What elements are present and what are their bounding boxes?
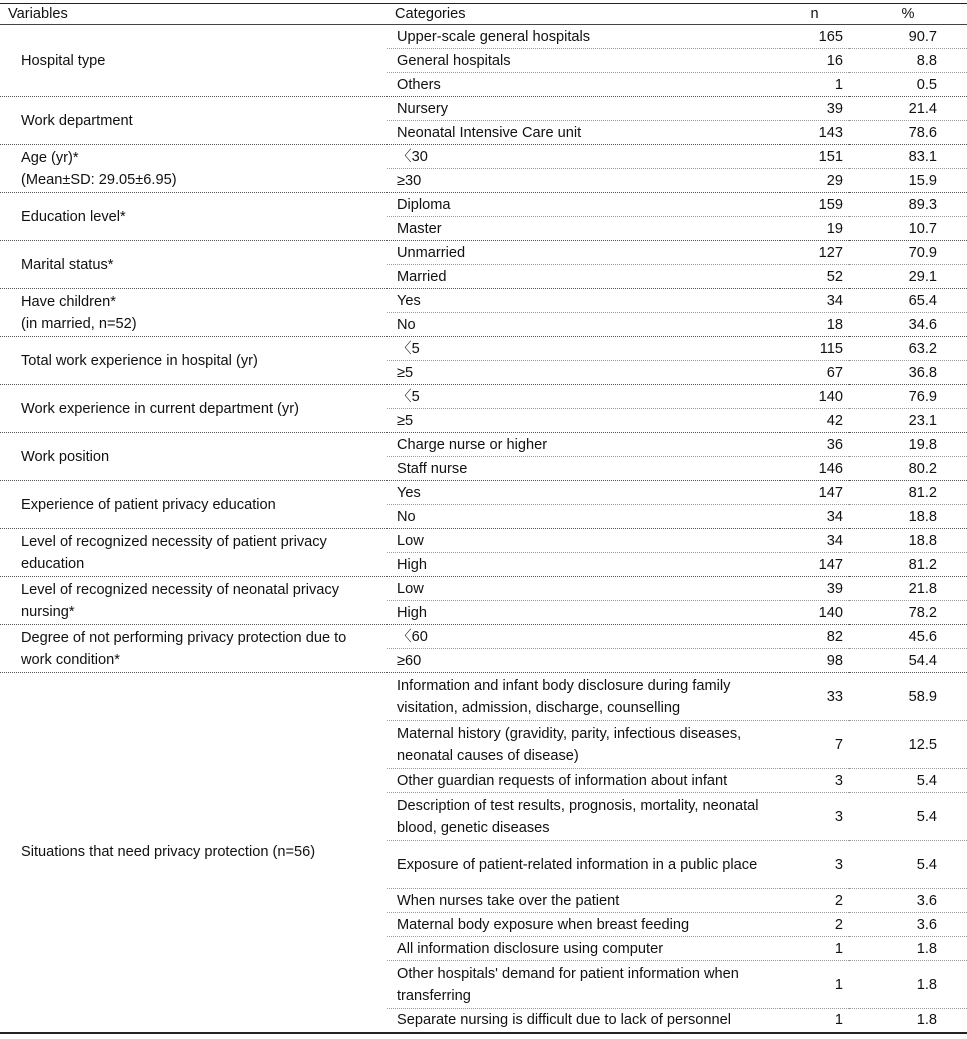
category-cell: Diploma <box>387 193 780 217</box>
count-cell: 140 <box>780 601 849 625</box>
percent-cell: 76.9 <box>849 385 967 409</box>
header-row <box>0 4 967 25</box>
category-cell: High <box>387 553 780 577</box>
table-row <box>0 577 967 601</box>
percent-cell: 45.6 <box>849 625 967 649</box>
count-cell: 52 <box>780 265 849 289</box>
count-cell: 3 <box>780 841 849 889</box>
count-cell: 3 <box>780 769 849 793</box>
category-cell: Charge nurse or higher <box>387 433 780 457</box>
category-cell: When nurses take over the patient <box>387 889 780 913</box>
variable-label: Level of recognized necessity of patient privacy education <box>0 529 387 577</box>
category-cell: Master <box>387 217 780 241</box>
category-cell: ≥5 <box>387 409 780 433</box>
count-cell: 1 <box>780 1009 849 1033</box>
percent-cell: 80.2 <box>849 457 967 481</box>
percent-cell: 63.2 <box>849 337 967 361</box>
percent-cell: 21.8 <box>849 577 967 601</box>
percent-cell: 5.4 <box>849 793 967 841</box>
count-cell: 1 <box>780 73 849 97</box>
table-row <box>0 529 967 553</box>
count-cell: 67 <box>780 361 849 385</box>
percent-cell: 3.6 <box>849 889 967 913</box>
category-cell: Separate nursing is difficult due to lack of personnel <box>387 1009 780 1033</box>
category-cell: No <box>387 313 780 337</box>
percent-cell: 54.4 <box>849 649 967 673</box>
count-cell: 127 <box>780 241 849 265</box>
category-cell: 〈5 <box>387 385 780 409</box>
category-cell: No <box>387 505 780 529</box>
percent-cell: 10.7 <box>849 217 967 241</box>
count-cell: 34 <box>780 529 849 553</box>
table-row <box>0 145 967 169</box>
count-cell: 82 <box>780 625 849 649</box>
table-row <box>0 97 967 121</box>
percent-cell: 89.3 <box>849 193 967 217</box>
count-cell: 140 <box>780 385 849 409</box>
percent-cell: 65.4 <box>849 289 967 313</box>
category-cell: Description of test results, prognosis, mortality, neonatal blood, genetic diseases <box>387 793 780 841</box>
percent-cell: 5.4 <box>849 841 967 889</box>
count-cell: 3 <box>780 793 849 841</box>
percent-cell: 83.1 <box>849 145 967 169</box>
category-cell: Other guardian requests of information about infant <box>387 769 780 793</box>
variable-label: Education level* <box>0 193 387 241</box>
percent-cell: 29.1 <box>849 265 967 289</box>
table-row <box>0 673 967 721</box>
category-cell: Other hospitals' demand for patient information when transferring <box>387 961 780 1009</box>
count-cell: 1 <box>780 937 849 961</box>
percent-cell: 81.2 <box>849 481 967 505</box>
count-cell: 34 <box>780 505 849 529</box>
count-cell: 115 <box>780 337 849 361</box>
count-cell: 159 <box>780 193 849 217</box>
category-cell: Others <box>387 73 780 97</box>
count-cell: 1 <box>780 961 849 1009</box>
category-cell: Upper-scale general hospitals <box>387 25 780 49</box>
variable-label: Work experience in current department (yr) <box>0 385 387 433</box>
table-row <box>0 289 967 313</box>
category-cell: High <box>387 601 780 625</box>
count-cell: 19 <box>780 217 849 241</box>
percent-cell: 58.9 <box>849 673 967 721</box>
percent-cell: 19.8 <box>849 433 967 457</box>
category-cell: 〈60 <box>387 625 780 649</box>
count-cell: 42 <box>780 409 849 433</box>
percent-cell: 36.8 <box>849 361 967 385</box>
category-cell: Low <box>387 577 780 601</box>
variable-label: Work department <box>0 97 387 145</box>
table-row <box>0 193 967 217</box>
table-row <box>0 385 967 409</box>
count-cell: 147 <box>780 553 849 577</box>
variable-label: Hospital type <box>0 25 387 97</box>
characteristics-table <box>0 3 967 1034</box>
header-variables: Variables <box>0 4 387 25</box>
percent-cell: 5.4 <box>849 769 967 793</box>
variable-label: Total work experience in hospital (yr) <box>0 337 387 385</box>
count-cell: 33 <box>780 673 849 721</box>
category-cell: All information disclosure using computer <box>387 937 780 961</box>
category-cell: ≥30 <box>387 169 780 193</box>
variable-label: Degree of not performing privacy protection due to work condition* <box>0 625 387 673</box>
header-percent: % <box>849 4 967 25</box>
count-cell: 2 <box>780 913 849 937</box>
percent-cell: 81.2 <box>849 553 967 577</box>
table-row <box>0 433 967 457</box>
category-cell: 〈30 <box>387 145 780 169</box>
category-cell: General hospitals <box>387 49 780 73</box>
variable-label: Have children* (in married, n=52) <box>0 289 387 337</box>
variable-label: Work position <box>0 433 387 481</box>
count-cell: 39 <box>780 577 849 601</box>
percent-cell: 1.8 <box>849 937 967 961</box>
category-cell: Information and infant body disclosure during family visitation, admission, discharge, counselling <box>387 673 780 721</box>
category-cell: Yes <box>387 289 780 313</box>
variable-label: Situations that need privacy protection (n=56) <box>0 673 387 1033</box>
category-cell: Maternal body exposure when breast feeding <box>387 913 780 937</box>
category-cell: ≥60 <box>387 649 780 673</box>
category-cell: Nursery <box>387 97 780 121</box>
count-cell: 39 <box>780 97 849 121</box>
table-body <box>0 25 967 1033</box>
count-cell: 151 <box>780 145 849 169</box>
percent-cell: 18.8 <box>849 529 967 553</box>
category-cell: 〈5 <box>387 337 780 361</box>
count-cell: 7 <box>780 721 849 769</box>
percent-cell: 34.6 <box>849 313 967 337</box>
table-row <box>0 337 967 361</box>
category-cell: ≥5 <box>387 361 780 385</box>
header-categories: Categories <box>387 4 780 25</box>
variable-label: Marital status* <box>0 241 387 289</box>
table-row <box>0 25 967 49</box>
percent-cell: 78.6 <box>849 121 967 145</box>
variable-label: Experience of patient privacy education <box>0 481 387 529</box>
category-cell: Low <box>387 529 780 553</box>
percent-cell: 8.8 <box>849 49 967 73</box>
percent-cell: 21.4 <box>849 97 967 121</box>
count-cell: 165 <box>780 25 849 49</box>
category-cell: Yes <box>387 481 780 505</box>
table-row <box>0 481 967 505</box>
percent-cell: 3.6 <box>849 913 967 937</box>
percent-cell: 1.8 <box>849 1009 967 1033</box>
count-cell: 143 <box>780 121 849 145</box>
percent-cell: 23.1 <box>849 409 967 433</box>
category-cell: Exposure of patient-related information in a public place <box>387 841 780 889</box>
count-cell: 34 <box>780 289 849 313</box>
category-cell: Neonatal Intensive Care unit <box>387 121 780 145</box>
category-cell: Unmarried <box>387 241 780 265</box>
count-cell: 36 <box>780 433 849 457</box>
count-cell: 18 <box>780 313 849 337</box>
count-cell: 2 <box>780 889 849 913</box>
percent-cell: 12.5 <box>849 721 967 769</box>
category-cell: Staff nurse <box>387 457 780 481</box>
count-cell: 146 <box>780 457 849 481</box>
percent-cell: 18.8 <box>849 505 967 529</box>
category-cell: Maternal history (gravidity, parity, infectious diseases, neonatal causes of disease) <box>387 721 780 769</box>
table-row <box>0 625 967 649</box>
count-cell: 16 <box>780 49 849 73</box>
percent-cell: 78.2 <box>849 601 967 625</box>
count-cell: 98 <box>780 649 849 673</box>
variable-label: Level of recognized necessity of neonatal privacy nursing* <box>0 577 387 625</box>
count-cell: 29 <box>780 169 849 193</box>
percent-cell: 15.9 <box>849 169 967 193</box>
percent-cell: 70.9 <box>849 241 967 265</box>
table-row <box>0 241 967 265</box>
count-cell: 147 <box>780 481 849 505</box>
percent-cell: 90.7 <box>849 25 967 49</box>
percent-cell: 0.5 <box>849 73 967 97</box>
category-cell: Married <box>387 265 780 289</box>
variable-label: Age (yr)* (Mean±SD: 29.05±6.95) <box>0 145 387 193</box>
header-n: n <box>780 4 849 25</box>
percent-cell: 1.8 <box>849 961 967 1009</box>
